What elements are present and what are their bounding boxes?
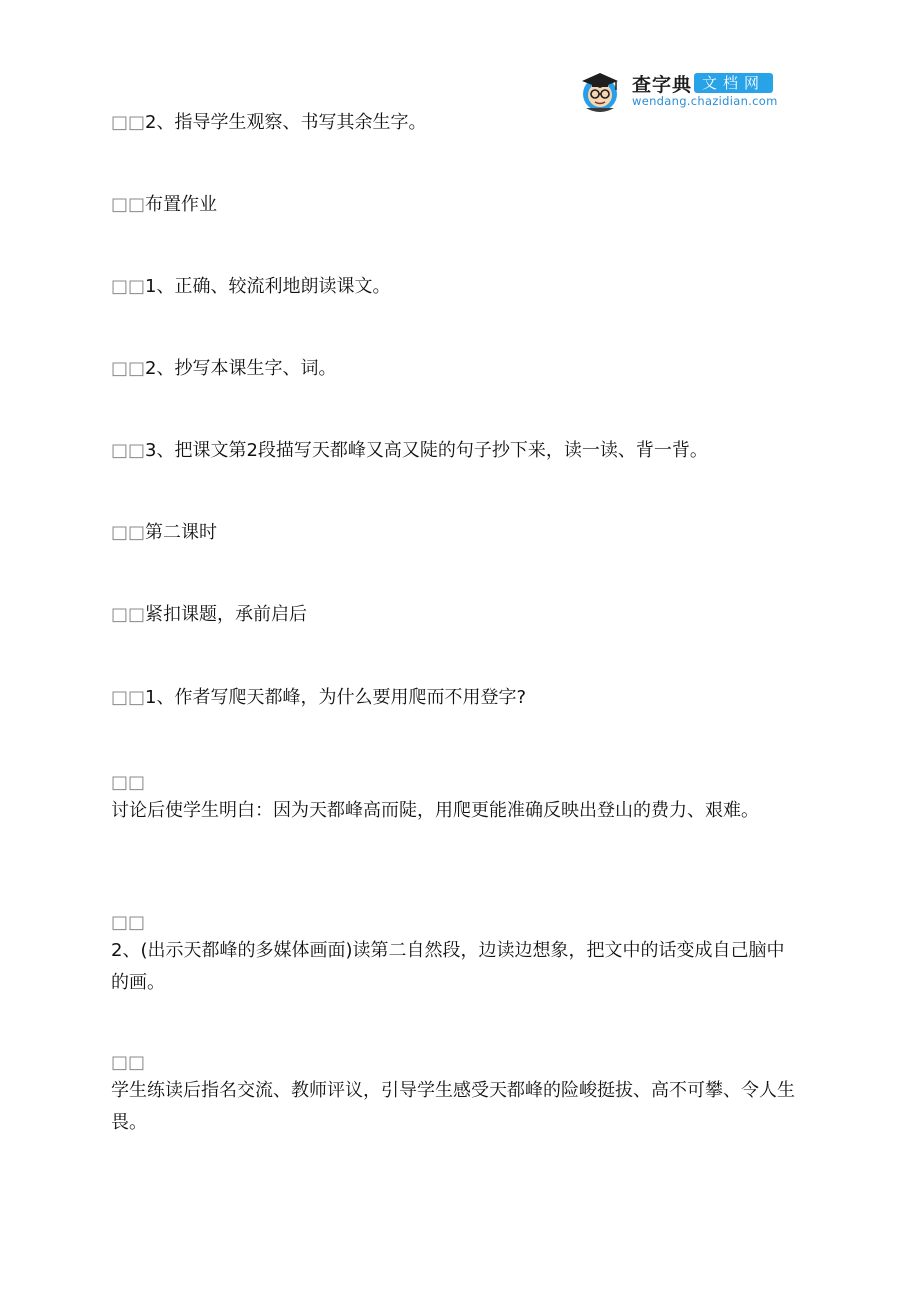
placeholder-box: □□ <box>111 1052 146 1073</box>
site-logo <box>576 66 806 114</box>
line-text: 2、指导学生观察、书写其余生字。 <box>145 112 427 133</box>
placeholder-box: □□ <box>111 358 146 379</box>
placeholder-box: □□ <box>111 772 146 793</box>
text-line <box>111 275 390 299</box>
paragraph-text: 2、(出示天都峰的多媒体画面)读第二自然段，边读边想象，把文中的话变成自己脑中的画。 <box>111 940 785 993</box>
text-line <box>111 686 526 710</box>
text-line <box>111 357 336 381</box>
paragraph-text: 讨论后使学生明白：因为天都峰高而陡，用爬更能准确反映出登山的费力、艰难。 <box>111 800 759 821</box>
text-line <box>111 111 426 135</box>
paragraph-text: 学生练读后指名交流、教师评议，引导学生感受天都峰的险峻挺拔、高不可攀、令人生畏。 <box>111 1080 795 1133</box>
logo-url: wendang.chazidian.com <box>632 94 778 108</box>
placeholder-box: □□ <box>111 912 146 933</box>
line-text: 1、正确、较流利地朗读课文。 <box>145 276 391 297</box>
placeholder-box: □□ <box>111 194 146 215</box>
text-line <box>111 603 307 627</box>
placeholder-box: □□ <box>111 440 146 461</box>
scholar-mascot-icon <box>576 66 624 114</box>
logo-tag: 文档网 <box>694 73 773 93</box>
line-text: 2、抄写本课生字、词。 <box>145 358 337 379</box>
line-text: 第二课时 <box>145 522 218 543</box>
line-text: 3、把课文第2段描写天都峰又高又陡的句子抄下来，读一读、背一背。 <box>145 440 708 461</box>
paragraph <box>111 1051 801 1139</box>
logo-brand: 查字典 <box>632 73 693 96</box>
placeholder-box: □□ <box>111 604 146 625</box>
paragraph <box>111 911 801 999</box>
placeholder-box: □□ <box>111 522 146 543</box>
section-heading <box>111 521 217 545</box>
text-line <box>111 439 708 463</box>
line-text: 1、作者写爬天都峰，为什么要用爬而不用登字? <box>145 687 527 708</box>
placeholder-box: □□ <box>111 112 146 133</box>
text-line <box>111 193 217 217</box>
line-text: 紧扣课题，承前启后 <box>145 604 308 625</box>
paragraph <box>111 771 801 827</box>
placeholder-box: □□ <box>111 276 146 297</box>
line-text: 布置作业 <box>145 194 218 215</box>
placeholder-box: □□ <box>111 687 146 708</box>
